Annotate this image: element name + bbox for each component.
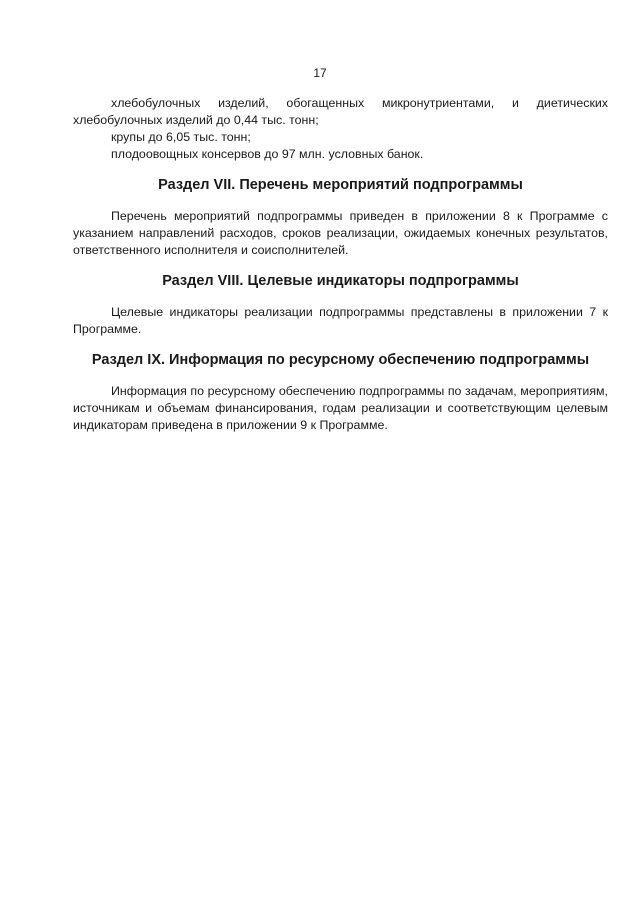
list-item-canned-goods: плодоовощных консервов до 97 млн. условных банок. [111, 147, 424, 161]
continuation-paragraph: хлебобулочных изделий, обогащенных микронутриентами, и диетических хлебобулочных изделий до 0,44 тыс. тонн; [73, 96, 608, 127]
section-9-text: Информация по ресурсному обеспечению подпрограммы по задачам, мероприятиям, источникам и объемам финансирования, годам реализации и соответствующим целевым индикаторам приведена в приложении 9 к Программе. [73, 384, 608, 432]
section-8-text: Целевые индикаторы реализации подпрограммы представлены в приложении 7 к Программе. [73, 305, 608, 336]
section-9-heading: Раздел IX. Информация по ресурсному обеспечению подпрограммы [91, 352, 590, 368]
document-body [73, 95, 608, 434]
section-7-heading: Раздел VII. Перечень мероприятий подпрограммы [158, 177, 523, 193]
page-number: 17 [313, 66, 327, 80]
section-8-heading: Раздел VIII. Целевые индикаторы подпрограммы [162, 273, 519, 289]
section-7-text: Перечень мероприятий подпрограммы приведен в приложении 8 к Программе с указанием направлений расходов, сроков реализации, ожидаемых конечных результатов, ответственного исполнителя и соисполнителей. [73, 209, 608, 257]
list-item-groats: крупы до 6,05 тыс. тонн; [111, 130, 251, 144]
